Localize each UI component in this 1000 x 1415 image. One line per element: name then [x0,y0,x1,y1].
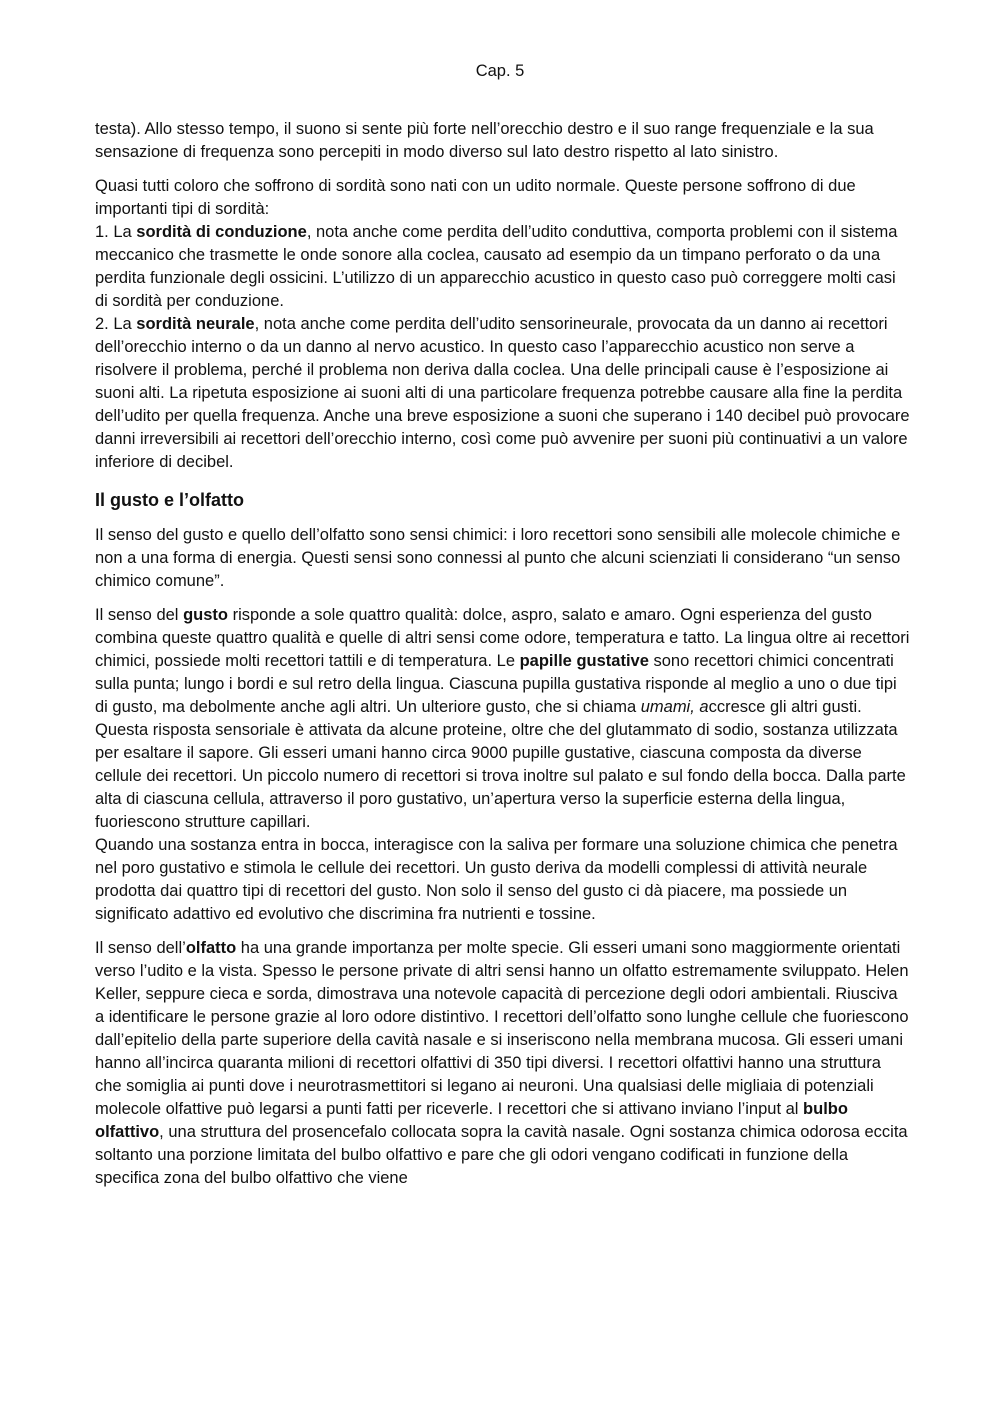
paragraph-taste-process: Quando una sostanza entra in bocca, interagisce con la saliva per formare una soluzione chimica che penetra nel poro gustativo e stimola le cellule dei recettori. Un gusto deriva da modelli complessi di attività neurale prodotta dai quattro tipi di recettori del gusto. Non solo il senso del gusto ci dà piacere, ma possiede un significato adattivo ed evolutivo che discrimina fra nutrienti e tossine. [95,836,898,923]
paragraph-deafness-intro: Quasi tutti coloro che soffrono di sordità sono nati con un udito normale. Queste persone soffrono di due importanti tipi di sordità: [95,177,856,218]
document-body [95,118,910,1201]
text-span: Il senso del [95,606,184,624]
term-olfactory-bulb: bulbo olfattivo [95,1100,848,1141]
list-item-text: , nota anche come perdita dell’udito conduttiva, comporta problemi con il sistema meccanico che trasmette le onde sonore alla coclea, causato ad esempio da un timpano perforato o da una perdita funzionale degli ossicini. L’utilizzo di un apparecchio acustico in questo caso può correggere molti casi di sordità per conduzione. [95,223,898,310]
term-neural-deafness: sordità neurale [136,315,255,333]
list-item-text: , nota anche come perdita dell’udito sensorineurale, provocata da un danno ai recettori dell’orecchio interno o da un danno al nervo acustico. In questo caso l’apparecchio acustico non serve a risolvere il problema, perché il problema non deriva dalla coclea. Una delle principali cause è l’esposizione ai suoni alti. La ripetuta esposizione ai suoni alti di una particolare frequenza potrebbe causare alla fine la perdita dell’udito per quella frequenza. Anche una breve esposizione a suoni che superano i 140 decibel può provocare danni irreversibili ai recettori dell’orecchio interno, così come può avvenire per suoni più continuativi a un valore inferiore di decibel. [95,315,910,471]
term-conduction-deafness: sordità di conduzione [136,223,307,241]
list-item-prefix: 2. La [95,315,137,333]
text-span: Il senso dell’ [95,939,186,957]
list-item-neural-deafness [95,313,910,474]
section-heading-taste-smell: Il gusto e l’olfatto [95,490,244,510]
list-item-conduction-deafness [95,221,910,313]
page-header: Cap. 5 [475,62,525,80]
paragraph-smell [95,937,910,1190]
text-span: sono recettori chimici concentrati sulla punta; lungo i bordi e sul retro della lingua. Ciascuna pupilla gustativa risponde al meglio a uno o due tipi di gusto, ma debolmente anche agli altri. Un ulteriore gusto, che si chiama [95,652,897,716]
text-span: risponde a sole quattro qualità: dolce, aspro, salato e amaro. Ogni esperienza del gusto combina queste quattro qualità e quelle di altri sensi come odore, temperatura e tatto. La lingua oltre ai recettori chimici, possiede molti recettori tattili e di temperatura. Le [95,606,910,670]
paragraph-taste [95,604,910,834]
term-umami: umami, a [640,698,709,716]
text-span: ha una grande importanza per molte specie. Gli esseri umani sono maggiormente orientati verso l’udito e la vista. Spesso le persone private di altri sensi hanno un olfatto estremamente sviluppato. Helen Keller, seppure cieca e sorda, dimostrava una notevole capacità di percezione degli odori ambientali. Riusciva a identificare le persone grazie al loro odore distintivo. I recettori dell’olfatto sono lunghe cellule che fuoriescono dall’epitelio della parte superiore della cavità nasale e si inseriscono nella membrana mucosa. Gli esseri umani hanno all’incirca quaranta milioni di recettori olfattivi di 350 tipi diversi. I recettori olfattivi hanno una struttura che somiglia ai punti dove i neurotrasmettitori si legano ai neuroni. Una qualsiasi delle migliaia di potenziali molecole olfattive può legarsi a punti fatti per riceverle. I recettori che si attivano inviano l’input al [95,939,909,1118]
list-item-prefix: 1. La [95,223,137,241]
paragraph-chemical-senses: Il senso del gusto e quello dell’olfatto sono sensi chimici: i loro recettori sono sensibili alle molecole chimiche e non a una forma di energia. Questi sensi sono connessi al punto che alcuni scienziati li considerano “un senso chimico comune”. [95,526,901,590]
term-taste-buds: papille gustative [519,652,649,670]
text-span: , una struttura del prosencefalo collocata sopra la cavità nasale. Ogni sostanza chimica odorosa eccita soltanto una porzione limitata del bulbo olfattivo e pare che gli odori vengano codificati in funzione della specifica zona del bulbo olfattivo che viene [95,1123,908,1187]
paragraph-hearing-continuation: testa). Allo stesso tempo, il suono si sente più forte nell’orecchio destro e il suo range frequenziale e la sua sensazione di frequenza sono percepiti in modo diverso sul lato destro rispetto al lato sinistro. [95,120,874,161]
term-taste: gusto [183,606,228,624]
text-span: ccresce gli altri gusti. Questa risposta sensoriale è attivata da alcune proteine, oltre che del glutammato di sodio, sostanza utilizzata per esaltare il sapore. Gli esseri umani hanno circa 9000 pupille gustative, ciascuna composta da diverse cellule dei recettori. Un piccolo numero di recettori si trova inoltre sul palato e sul fondo della bocca. Dalla parte alta di ciascuna cellula, attraverso il poro gustativo, un’apertura verso la superficie esterna della lingua, fuoriescono strutture capillari. [95,698,906,831]
term-smell: olfatto [185,939,237,957]
